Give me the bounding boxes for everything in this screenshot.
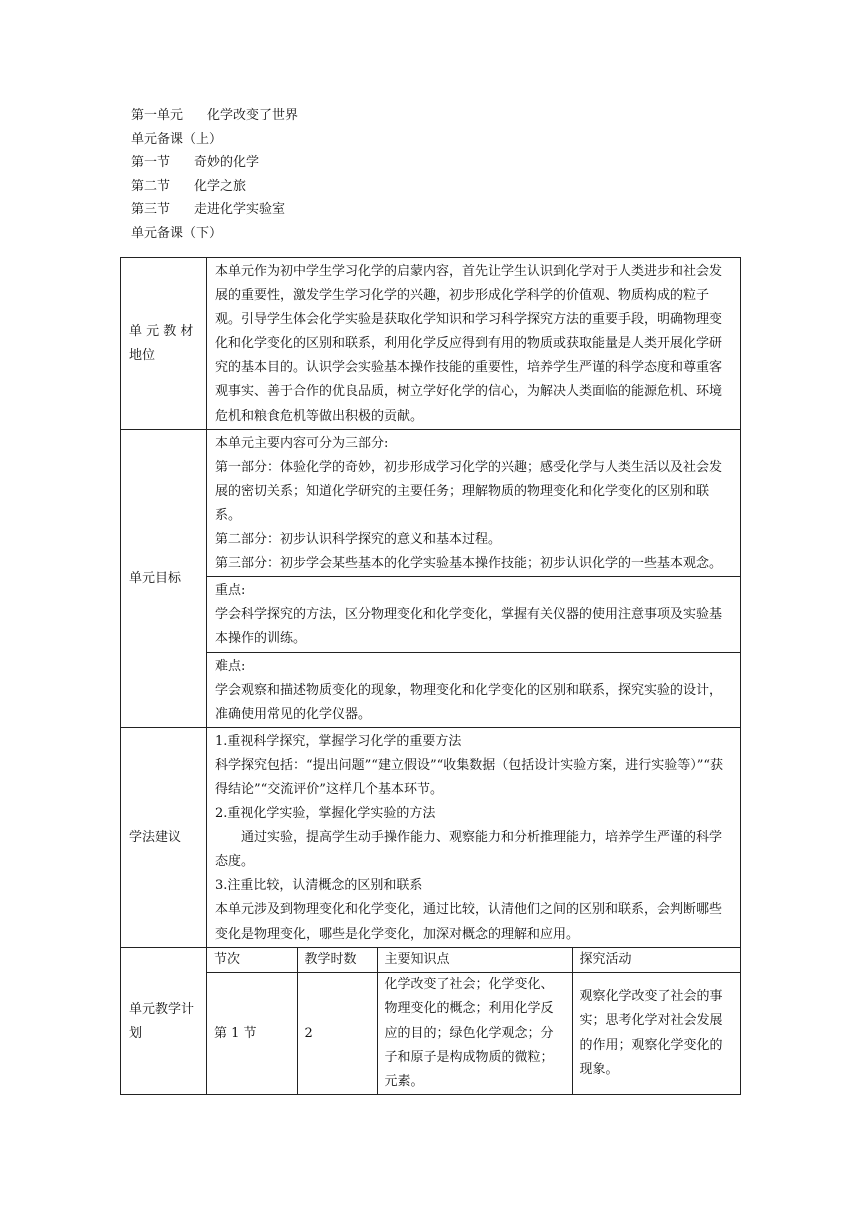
row-difficulties [121, 652, 741, 727]
advice-text-1: 科学探究包括：“提出问题”“建立假设”“收集数据（包括设计实验方案，进行实验等）”“获得结论”“交流评价”这样几个基本环节。 [215, 757, 724, 797]
plan-row-activity: 观察化学改变了社会的事实；思考化学对社会发展的作用；观察化学变化的现象。 [572, 972, 740, 1094]
row-goals-main [121, 429, 741, 577]
plan-header-hours: 教学时数 [297, 948, 377, 973]
plan-label: 单元教学计划 [121, 947, 207, 1095]
difficulties [207, 652, 741, 727]
heading-section-2: 第二节 [131, 178, 171, 194]
heading-unit-title: 化学改变了世界 [207, 108, 299, 123]
key-points [207, 577, 741, 652]
unit-heading [131, 104, 298, 245]
position-text: 本单元作为初中学生学习化学的启蒙内容，首先让学生认识到化学对于人类进步和社会发展的重要性，激发学生学习化学的兴趣，初步形成化学科学的价值观、物质构成的粒子观。引导学生体会化学实验是获取化学知识和学习科学探究方法的重要手段，明确物理变化和化学变化的区别和联系，利用化学反应得到有用的物质或获取能量是人类开展化学研究的基本目的。认识学会实验基本操作技能的重要性，培养学生严谨的科学态度和尊重客观事实、善于合作的优良品质，树立学好化学的信心，为解决人类面临的能源危机、环境危机和粮食危机等做出积极的贡献。 [207, 258, 741, 430]
goals-part-1: 第一部分：体验化学的奇妙，初步形成学习化学的兴趣；感受化学与人类生活以及社会发展的密切关系；知道化学研究的主要任务；理解物质的物理变化和化学变化的区别和联系。 [215, 459, 723, 523]
advice-text-2: 通过实验，提高学生动手操作能力、观察能力和分析推理能力，培养学生严谨的科学态度。 [215, 830, 723, 870]
plan-table [207, 948, 740, 1095]
plan-row [207, 972, 740, 1094]
goals-part-3: 第三部分：初步学会某些基本的化学实验基本操作技能；初步认识化学的一些基本观念。 [215, 556, 723, 572]
plan-row-knowledge: 化学改变了社会；化学变化、物理变化的概念；利用化学反应的目的；绿色化学观念；分子和原子是构成物质的微粒；元素。 [377, 972, 572, 1094]
heading-section-3-title: 走进化学实验室 [194, 202, 286, 217]
advice-content [207, 727, 741, 947]
plan-header-knowledge: 主要知识点 [377, 948, 572, 973]
key-points-title: 重点: [215, 583, 246, 599]
row-plan [121, 947, 741, 1095]
plan-header-row [207, 948, 740, 973]
heading-section-1-title: 奇妙的化学 [194, 155, 260, 170]
row-key-points [121, 577, 741, 652]
heading-section-3: 第三节 [131, 202, 171, 217]
heading-line [131, 128, 298, 152]
advice-label: 学法建议 [121, 727, 207, 947]
key-points-text: 学会科学探究的方法，区分物理变化和化学变化，掌握有关仪器的使用注意事项及实验基本操作的训练。 [215, 607, 723, 647]
difficulties-text: 学会观察和描述物质变化的现象，物理变化和化学变化的区别和联系，探究实验的设计，准确使用常见的化学仪器。 [215, 682, 723, 722]
advice-heading-1: 1.重视科学探究，掌握学习化学的重要方法 [215, 733, 462, 749]
heading-line [131, 175, 298, 199]
heading-line [131, 198, 298, 222]
heading-line [131, 151, 298, 175]
unit-plan-table [120, 257, 741, 1095]
goals-label: 单元目标 [121, 429, 207, 727]
heading-line [131, 222, 298, 246]
goals-content [207, 429, 741, 577]
position-label: 单 元 教 材地位 [121, 258, 207, 430]
heading-section-1: 第一节 [131, 155, 171, 170]
advice-heading-3: 3.注重比较，认清概念的区别和联系 [215, 878, 423, 894]
plan-cell [207, 947, 741, 1095]
plan-header-section: 节次 [207, 948, 297, 973]
plan-row-hours: 2 [297, 972, 377, 1094]
plan-header-activity: 探究活动 [572, 948, 740, 973]
difficulties-title: 难点: [215, 658, 246, 674]
goals-part-2: 第二部分：初步认识科学探究的意义和基本过程。 [215, 532, 502, 548]
plan-row-section: 第 1 节 [207, 972, 297, 1094]
advice-text-3: 本单元涉及到物理变化和化学变化，通过比较，认清他们之间的区别和联系，会判断哪些变化是物理变化，哪些是化学变化，加深对概念的理解和应用。 [215, 902, 723, 942]
heading-unit: 第一单元 [131, 108, 184, 123]
row-advice [121, 727, 741, 947]
heading-prep-upper: 单元备课（上） [131, 131, 223, 147]
row-position [121, 258, 741, 430]
advice-heading-2: 2.重视化学实验，掌握化学实验的方法 [215, 806, 436, 822]
heading-section-2-title: 化学之旅 [194, 178, 247, 194]
heading-line [131, 104, 298, 128]
heading-prep-lower: 单元备课（下） [131, 225, 223, 241]
goals-intro: 本单元主要内容可分为三部分: [215, 435, 389, 451]
